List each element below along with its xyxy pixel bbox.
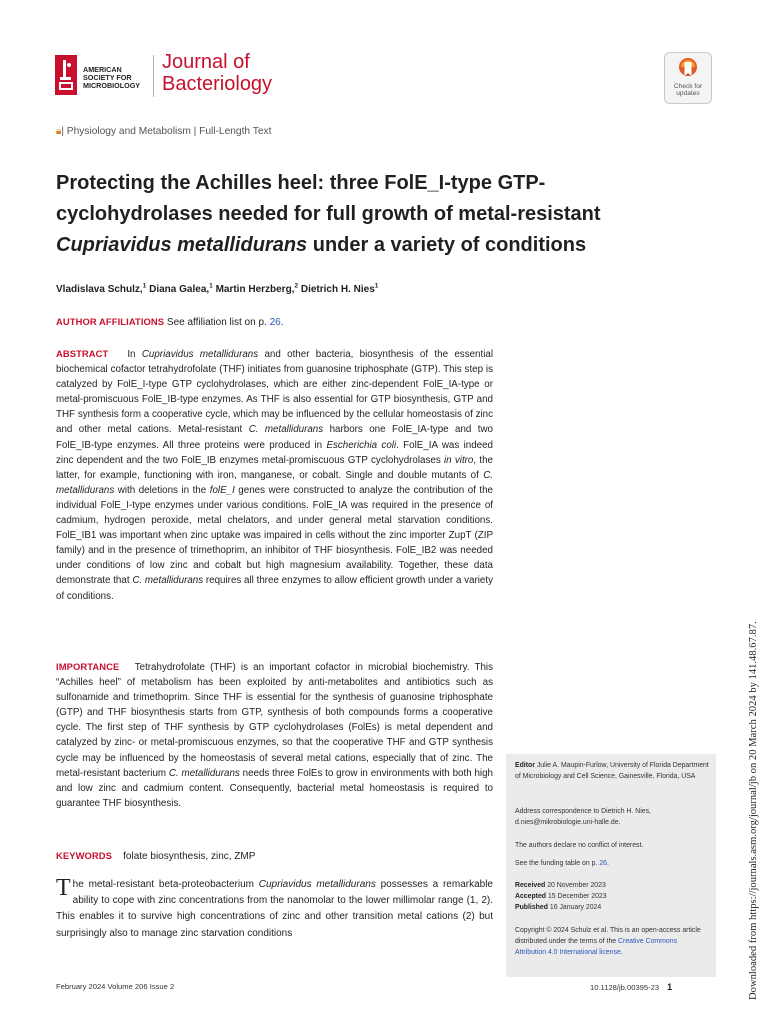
license-link[interactable]: Creative Commons Attribution 4.0 International license <box>515 938 678 956</box>
open-access-lock-icon: 🔒︎ <box>56 126 62 137</box>
funding-note: See the funding table on p. 26. <box>515 860 609 867</box>
page-number: 1 <box>667 982 673 992</box>
importance-text: Tetrahydrofolate (THF) is an important cofactor in microbial biochemistry. This “Achilles heel” of metabolism has been exploited by anti-metabolites and antibiotics such as sulfonamide and trimethoprim. Since THF is essential for the synthesis of guanosine triphosphate (GTP) and THF biosynthesis starts from GTP, synthesis of both compounds forms a cooperative cycle. The first step of THF synthesis by GTP cyclohydrolases (FolEs) is metal dependent and catalyzed by zinc- or metal-promiscuous enzymes, so that the cooperative THF and GTP synthesis cycle may be influenced by the homeostasis of several metal cations, especially that of zinc. The metal-resistant bacterium C. metallidurans needs three FolEs to grow in environments with both high and low zinc and cadmium content. Consequently, bacterial metal homeostasis is required to guarantee THF biosynthesis. <box>56 662 493 809</box>
bookmark-check-icon <box>678 58 698 80</box>
abstract-text: In Cupriavidus metallidurans and other bacteria, biosynthesis of the essential biochemical cofactor tetrahydrofolate (THF) initiates from guanosine triphosphate (GTP). This step is catalyzed by FolE_I-type GTP cyclohydrolases, which are either zinc-dependent FolE_IA-type or metal-promiscuous FolE_IB-type enzymes. As THF is also essential for GTP biosynthesis, GTP and THF synthesis form a cooperative cycle, which may be influenced by the cellular homeostasis of zinc and other metal cations. Metal-resistant C. metallidurans harbors one FolE_IA-type and two FolE_IB-type enzymes. All three proteins were produced in Escherichia coli. FolE_IA was indeed zinc dependent and the two FolE_IB enzymes metal-promiscuous GTP cyclohydrolases in vitro, the latter, for example, functioning with iron, manganese, or cobalt. Single and double mutants of C. metallidurans with deletions in the folE_I genes were constructed to analyze the contribution of the individual FolE_I-type enzymes under various conditions. FolE_IA was required in the presence of cadmium, hydrogen peroxide, metal chelators, and under general metal starvation conditions. FolE_IB1 was important when zinc uptake was impaired in cells without the zinc importer ZupT (ZIP family) and in the presence of trimethoprim, an inhibitor of THF biosynthesis. FolE_IB2 was needed under conditions of low zinc and cobalt but high magnesium availability. Together, these data demonstrate that C. metallidurans requires all three enzymes to allow efficient growth under a variety of conditions. <box>56 349 494 602</box>
editor-info: Editor Julie A. Maupin-Furlow, University of Florida Department of Microbiology and Cell Science, Gainesville, Florida, USA <box>515 762 709 780</box>
copyright-notice: Copyright © 2024 Schulz et al. This is an open-access article distributed under the terms of the Creative Commons Attribution 4.0 International license. <box>515 927 701 956</box>
author-list <box>56 283 378 295</box>
article-title: Protecting the Achilles heel: three FolE_I-type GTP- cyclohydrolases needed for full growth of metal-resistant Cupriavidus metallidurans under a variety of conditions <box>56 172 601 256</box>
download-note: Downloaded from https://journals.asm.org/journal/jb on 20 March 2024 by 141.48.67.87. <box>748 621 759 1000</box>
journal-name: Journal of Bacteriology <box>162 51 273 95</box>
author-name[interactable]: Dietrich H. Nies$^1$ <box>300 283 379 296</box>
affiliations-label: AUTHOR AFFILIATIONS <box>56 316 165 327</box>
keywords-text: folate biosynthesis, zinc, ZMP <box>123 851 256 862</box>
check-updates-label: Check for updates <box>673 83 703 98</box>
importance <box>56 659 493 811</box>
doi-and-page <box>590 982 672 992</box>
doi[interactable]: 10.1128/jb.00395-23 <box>590 983 660 992</box>
abstract <box>56 346 493 604</box>
importance-label: IMPORTANCE <box>56 661 120 672</box>
drop-cap: T <box>56 875 71 901</box>
author-affiliations: AUTHOR AFFILIATIONS See affiliation list on p. 26. <box>56 316 284 328</box>
conflict-statement: The authors declare no conflict of interest. <box>515 842 644 849</box>
author-name[interactable]: Diana Galea,$^1$ <box>149 283 213 296</box>
correspondence: Address correspondence to Dietrich H. Nies, d.nies@mikrobiologie.uni-halle.de. <box>515 808 651 826</box>
funding-page-link[interactable]: 26 <box>599 860 607 867</box>
article-info-sidebar <box>506 754 716 977</box>
affiliation-page-link[interactable]: 26 <box>269 317 281 328</box>
abstract-label: ABSTRACT <box>56 348 109 359</box>
keywords <box>56 850 255 862</box>
keywords-label: KEYWORDS <box>56 850 113 861</box>
issue-info: February 2024 Volume 206 Issue 2 <box>56 982 175 991</box>
asm-logo <box>55 52 155 100</box>
asm-emblem-icon <box>55 55 77 95</box>
body-paragraph: he metal-resistant beta-proteobacterium Cupriavidus metallidurans possesses a remarkable ability to cope with zinc concentrations from the nanomolar to the lower millimolar range (1, 2). This enables it to survive high concentrations of zinc and other transition metal cations (2) but surprisingly also to manage zinc starvation conditions <box>56 879 493 939</box>
publication-dates: Received 20 November 2023 Accepted 15 December 2023 Published 16 January 2024 <box>515 882 607 911</box>
author-name[interactable]: Martin Herzberg,$^2$ <box>215 283 299 296</box>
article-section: 🔒︎| Physiology and Metabolism | Full-Length Text <box>56 126 272 137</box>
header-divider <box>153 55 154 97</box>
check-for-updates-badge[interactable] <box>664 52 712 104</box>
author-name[interactable]: Vladislava Schulz,$^1$ <box>56 283 147 296</box>
society-name: AMERICAN SOCIETY FOR MICROBIOLOGY <box>83 65 141 91</box>
body-text <box>56 877 493 942</box>
